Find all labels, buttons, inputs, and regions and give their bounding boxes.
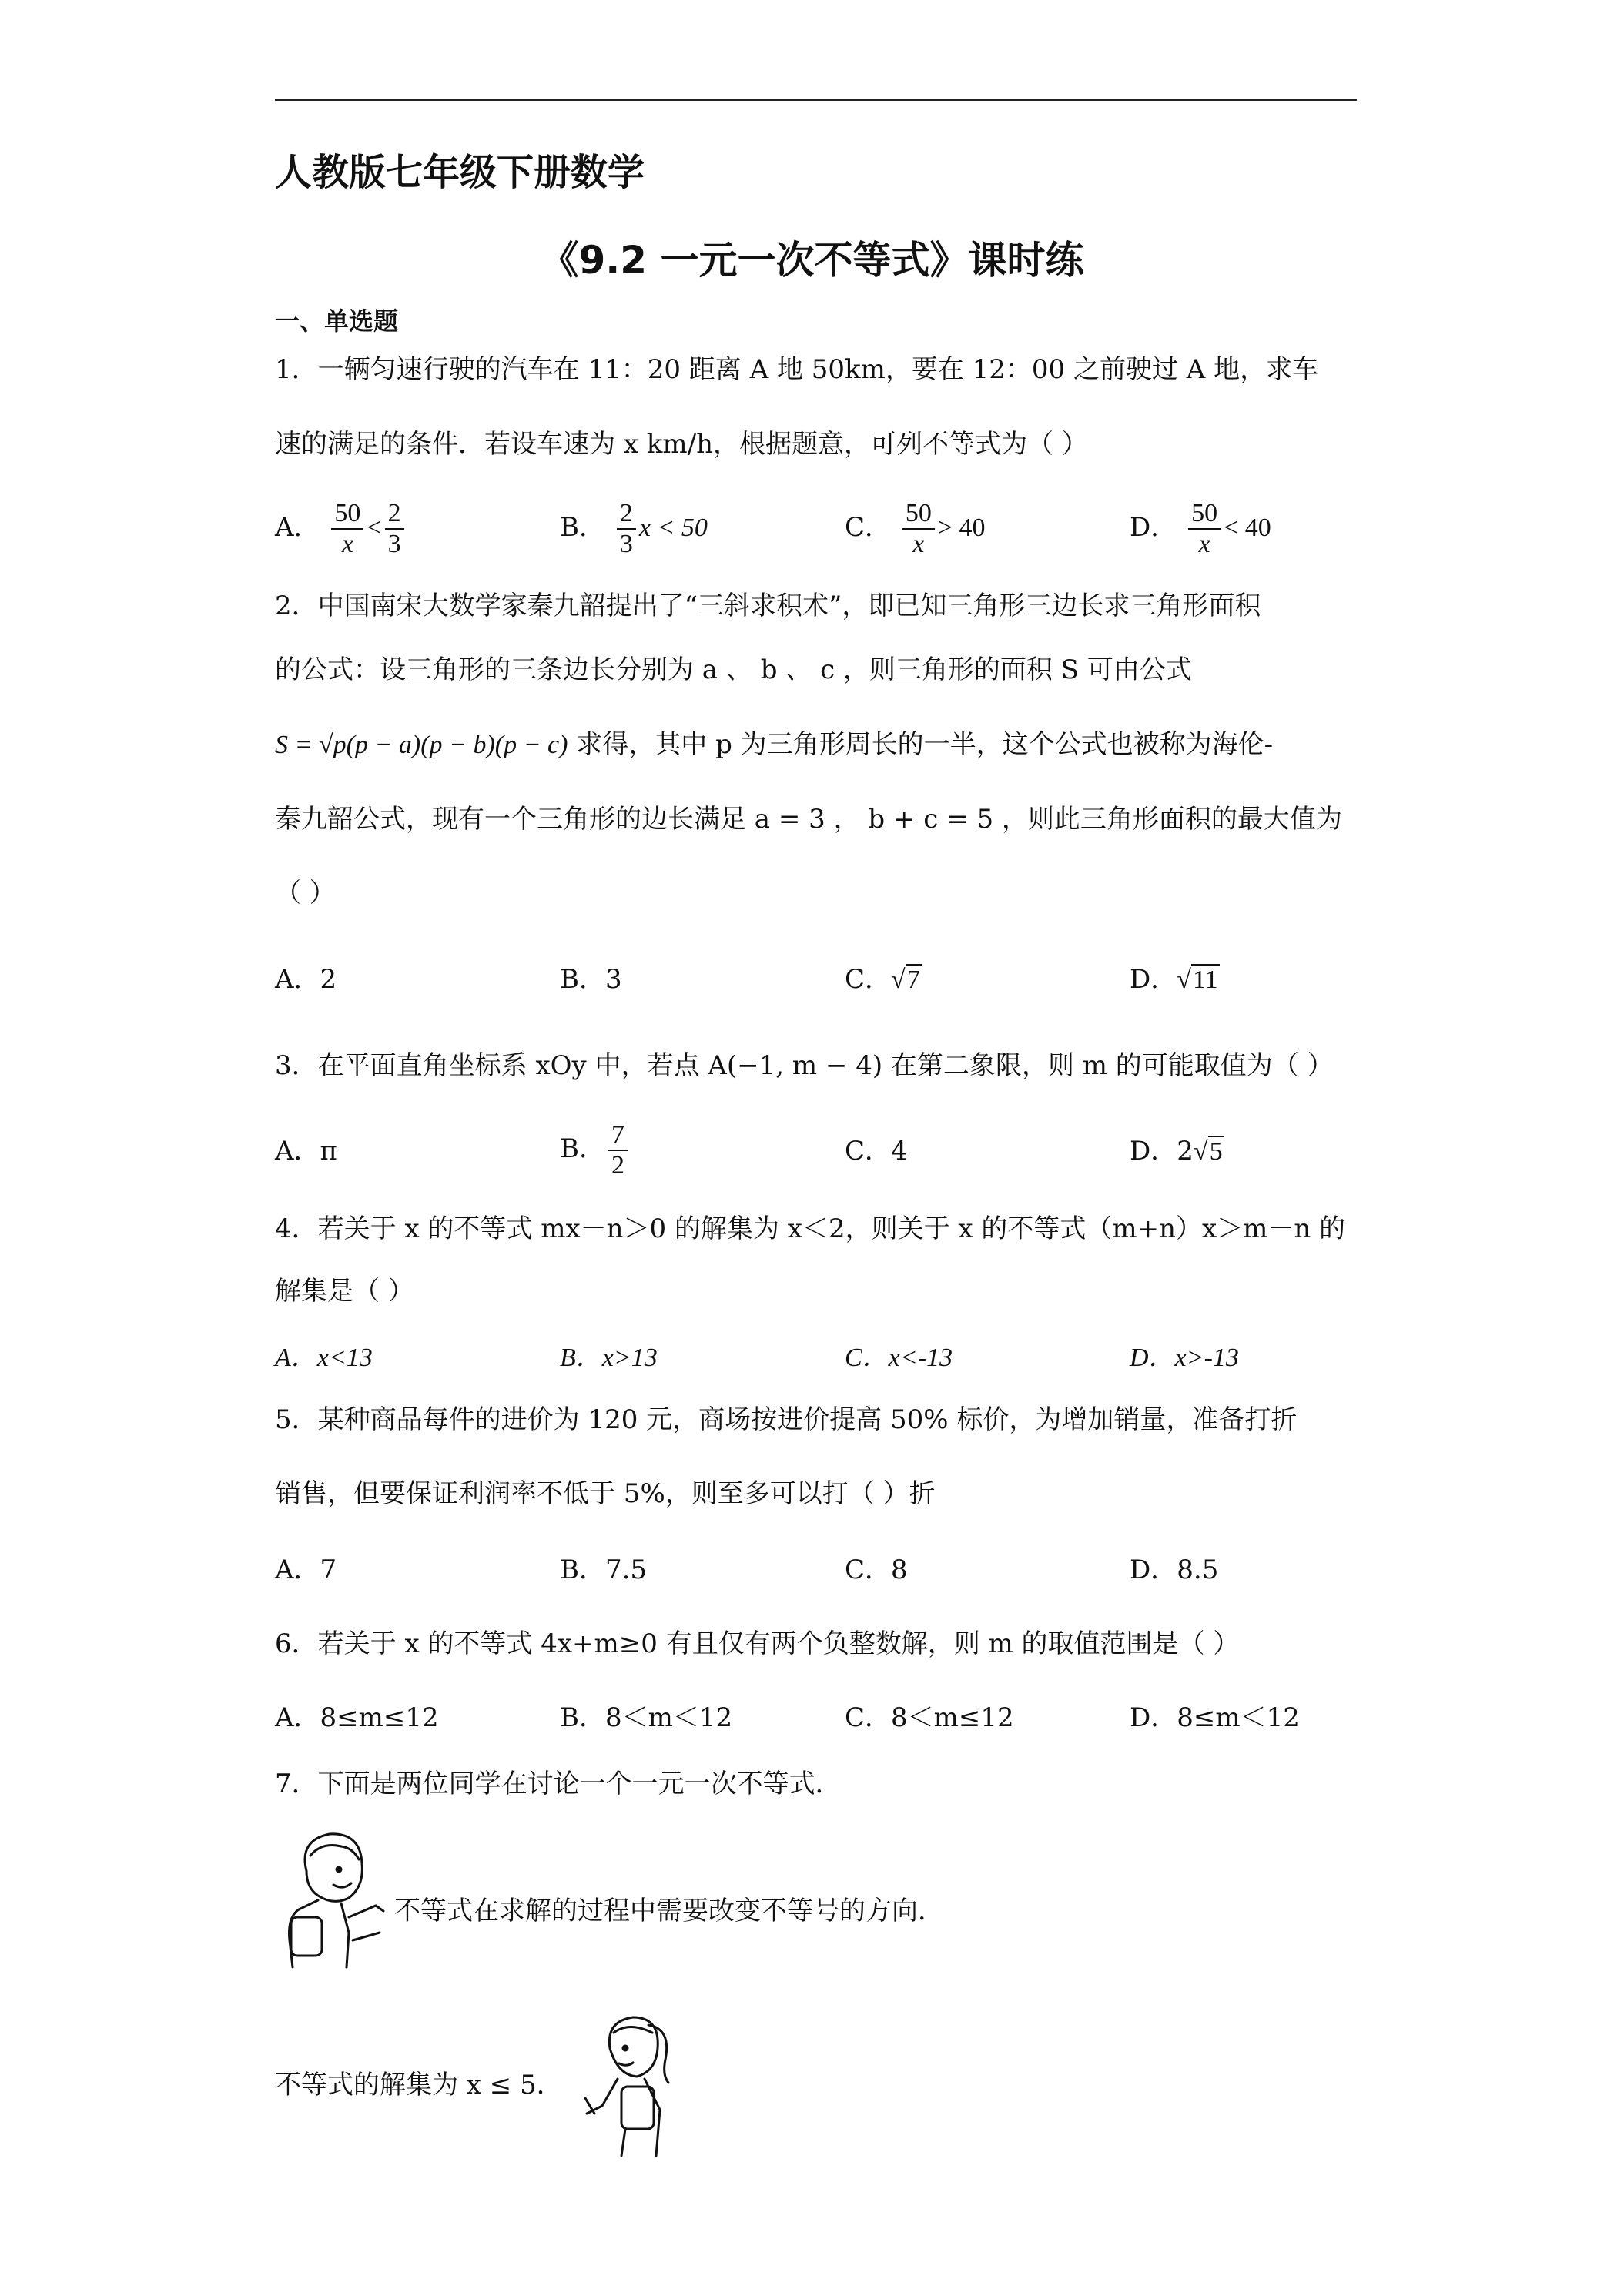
numerator: 2	[617, 499, 636, 530]
q2-option-d	[1130, 962, 1220, 997]
q2-stem-line3	[275, 728, 1273, 762]
denominator: 3	[619, 530, 633, 558]
q2-stem-line2: 的公式：设三角形的三条边长分别为 a 、 b 、 c ，则三角形的面积 S 可由公式	[275, 654, 1192, 685]
q4-stem-line1: 4．若关于 x 的不等式 mx－n＞0 的解集为 x＜2，则关于 x 的不等式（m+n）x＞m－n 的	[275, 1213, 1346, 1244]
q1-stem-line2: 速的满足的条件．若设车速为 x km/h，根据题意，可列不等式为（ ）	[275, 429, 1088, 460]
denominator: x	[341, 530, 353, 558]
q3-stem-line1: 3．在平面直角坐标系 xOy 中，若点 A(−1, m − 4) 在第二象限，则 m 的可能取值为（ ）	[275, 1050, 1334, 1081]
heron-formula: S = √p(p − a)(p − b)(p − c)	[275, 731, 568, 759]
series-title: 人教版七年级下册数学	[275, 151, 645, 194]
numerator: 50	[331, 499, 363, 530]
girl-student-illustration	[571, 2006, 687, 2160]
q7-speech-boy: 不等式在求解的过程中需要改变不等号的方向．	[394, 1896, 944, 1926]
q4-stem-line2: 解集是（ ）	[275, 1276, 414, 1307]
section-heading: 一、单选题	[275, 306, 399, 336]
q2-stem-line1: 2．中国南宋大数学家秦九韶提出了“三斜求积术”，即已知三角形三边长求三角形面积	[275, 591, 1261, 621]
radicand: 5	[1209, 1137, 1223, 1166]
q4-option-b: B．x>13	[560, 1344, 658, 1372]
q3-option-c: C．4	[845, 1136, 908, 1166]
q7-speech-girl: 不等式的解集为 x ≤ 5．	[275, 2070, 563, 2100]
q1-option-c	[845, 499, 986, 559]
q2-option-c	[845, 962, 922, 997]
q6-option-b: B．8＜m＜12	[560, 1702, 733, 1733]
option-label: C．	[845, 964, 892, 995]
expression: x < 50	[638, 514, 708, 542]
q7-stem-line1: 7．下面是两位同学在讨论一个一元一次不等式．	[275, 1769, 842, 1799]
radicand: 11	[1192, 966, 1218, 994]
q1-stem-line1: 1．一辆匀速行驶的汽车在 11：20 距离 A 地 50km，要在 12：00 之前驶过 A 地，求车	[275, 354, 1319, 385]
fraction	[1188, 499, 1221, 559]
q5-option-b: B．7.5	[560, 1555, 648, 1585]
q1-option-d	[1130, 499, 1271, 559]
fraction	[902, 499, 935, 559]
q2-option-a: A．2	[275, 964, 337, 995]
expression: > 40	[937, 514, 986, 542]
q1-option-b	[560, 499, 708, 559]
q5-stem-line2: 销售，但要保证利润率不低于 5%，则至多可以打（ ）折	[275, 1478, 936, 1509]
q4-option-a: A．x<13	[275, 1344, 373, 1372]
option-label: D．2	[1130, 1136, 1194, 1166]
sqrt: √5	[1193, 1137, 1223, 1166]
q5-option-c: C．8	[845, 1555, 908, 1585]
q6-option-a: A．8≤m≤12	[275, 1702, 439, 1733]
sqrt: √11	[1177, 966, 1218, 994]
fraction	[608, 1120, 628, 1180]
radicand: 7	[906, 966, 920, 994]
header-rule	[275, 99, 1357, 101]
q5-option-d: D．8.5	[1130, 1555, 1219, 1585]
boy-student-illustration	[276, 1825, 391, 1971]
sqrt: √7	[891, 966, 920, 994]
relation: <	[367, 514, 382, 542]
q6-option-c: C．8＜m≤12	[845, 1702, 1014, 1733]
q2-stem-line5: （ ）	[275, 878, 336, 909]
numerator: 2	[385, 499, 404, 530]
option-label: D．	[1130, 512, 1177, 543]
q3-option-a: A．π	[275, 1136, 337, 1166]
numerator: 50	[1188, 499, 1221, 530]
q4-option-d: D．x>-13	[1130, 1344, 1239, 1372]
q5-option-a: A．7	[275, 1555, 337, 1585]
option-label: B．	[560, 512, 605, 543]
denominator: x	[912, 530, 925, 558]
option-label: A．	[275, 512, 320, 543]
q3-option-b	[560, 1120, 631, 1180]
page-title: 《9.2 一元一次不等式》课时练	[540, 238, 1084, 283]
q5-stem-line1: 5．某种商品每件的进价为 120 元，商场按进价提高 50% 标价，为增加销量，准备打折	[275, 1404, 1298, 1435]
q2-option-b: B．3	[560, 964, 622, 995]
fraction	[385, 499, 404, 559]
option-label: B．	[560, 1133, 605, 1164]
option-label: D．	[1130, 964, 1177, 995]
option-label: C．	[845, 512, 892, 543]
denominator: 2	[611, 1151, 624, 1180]
q4-option-c: C．x<-13	[845, 1344, 953, 1372]
denominator: x	[1198, 530, 1210, 558]
formula-text: 求得，其中 p 为三角形周长的一半，这个公式也被称为海伦-	[568, 729, 1274, 760]
expression: < 40	[1224, 514, 1271, 542]
fraction	[617, 499, 636, 559]
q6-stem-line1: 6．若关于 x 的不等式 4x+m≥0 有且仅有两个负整数解，则 m 的取值范围是（ ）	[275, 1628, 1240, 1659]
numerator: 50	[902, 499, 935, 530]
q3-option-d	[1130, 1134, 1224, 1169]
fraction	[331, 499, 363, 559]
q6-option-d: D．8≤m＜12	[1130, 1702, 1300, 1733]
denominator: 3	[387, 530, 401, 558]
numerator: 7	[608, 1120, 628, 1151]
q2-stem-line4: 秦九韶公式，现有一个三角形的边长满足 a = 3 ， b + c = 5 ，则此三角形面积的最大值为	[275, 804, 1342, 835]
q1-option-a	[275, 499, 407, 559]
